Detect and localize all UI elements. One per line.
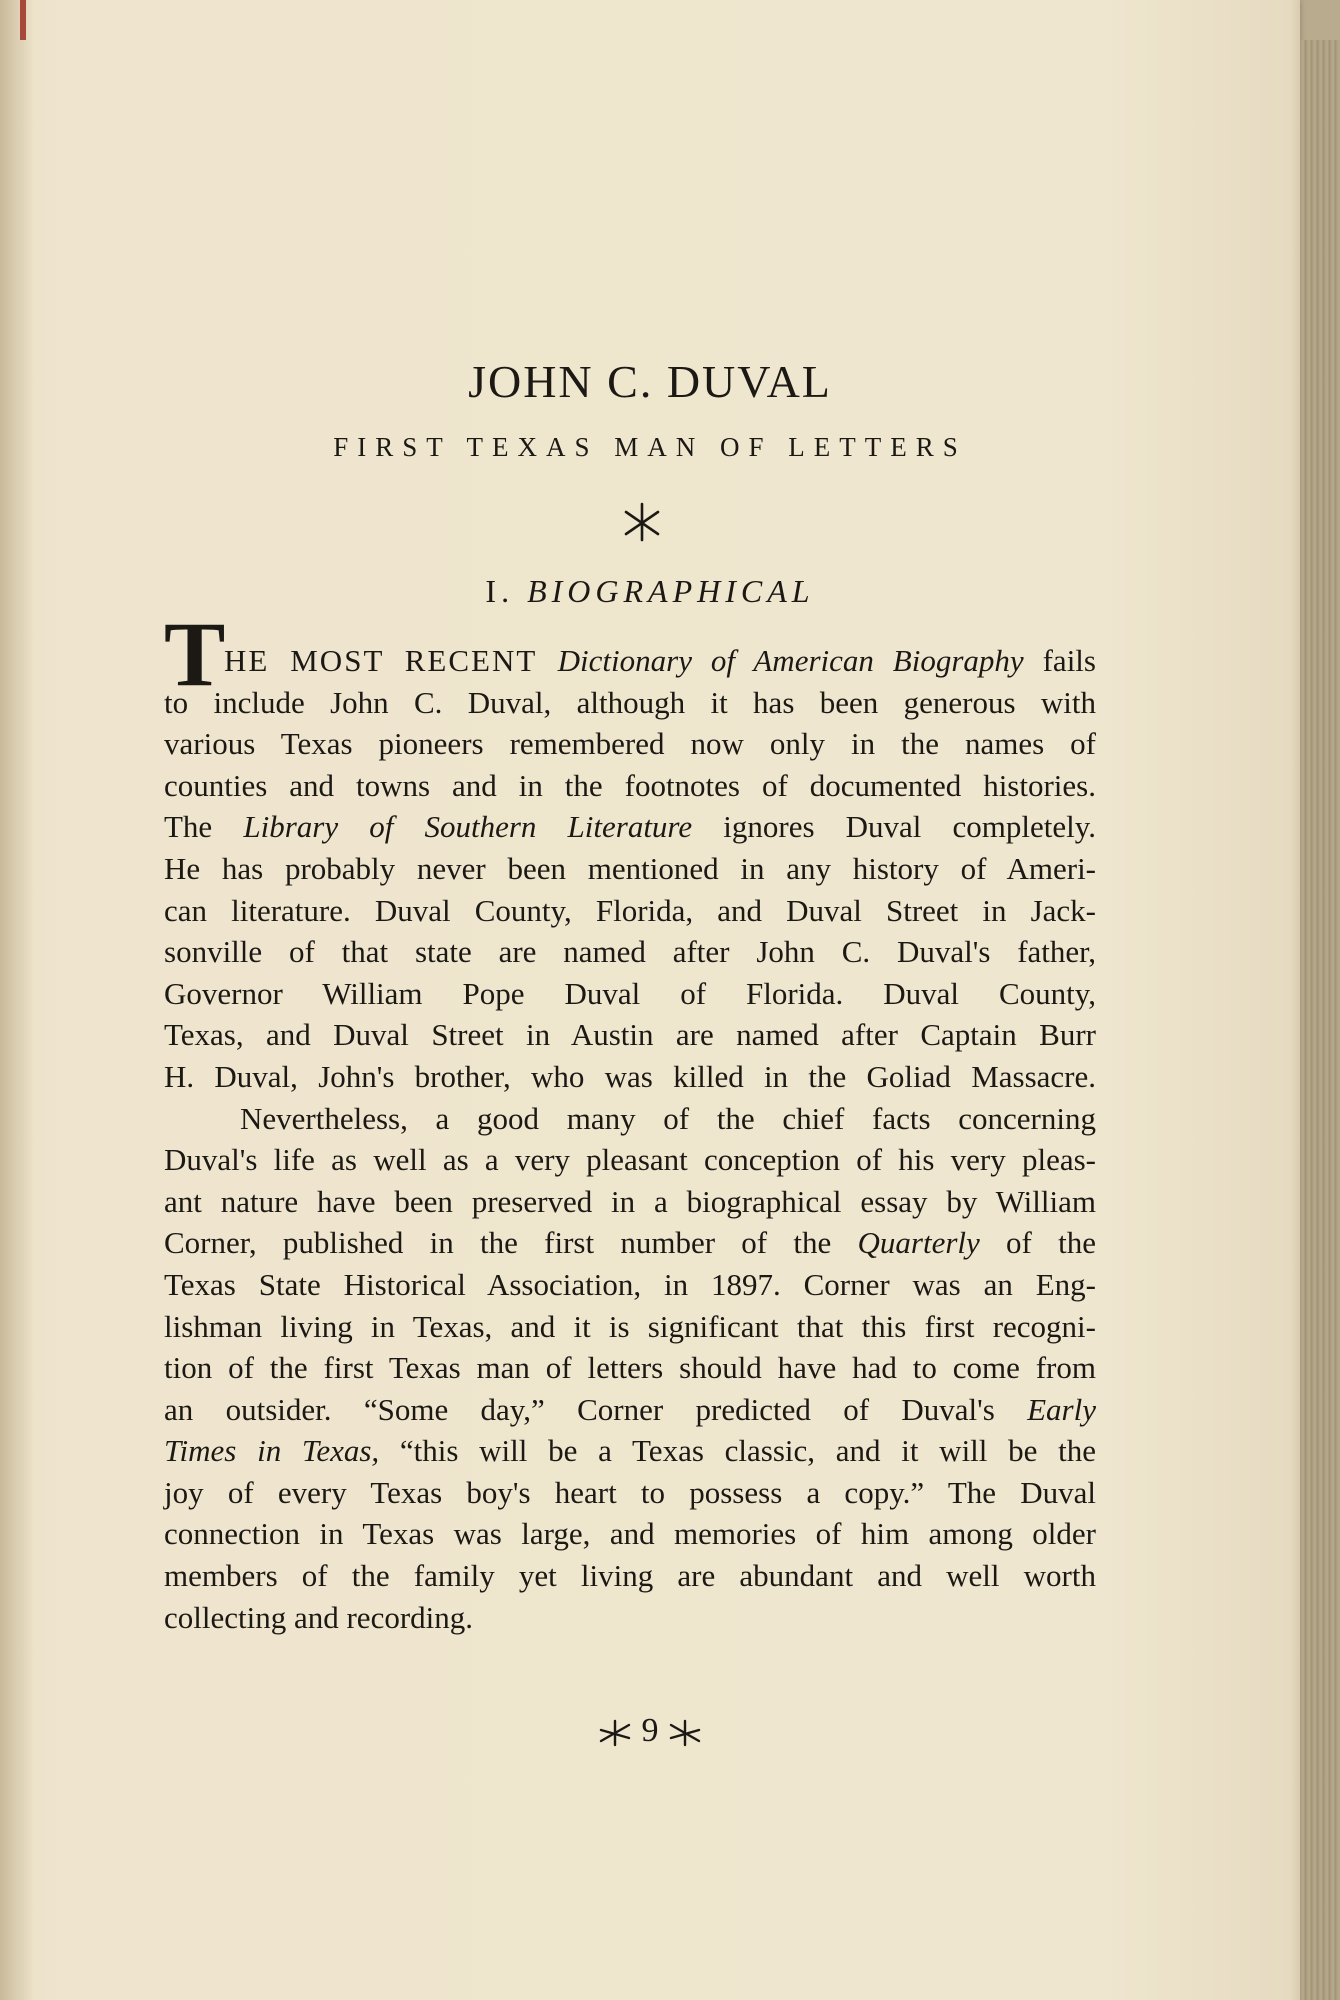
text-line: H. Duval, John's brother, who was killed in the Goliad Massacre.	[164, 1058, 1096, 1094]
text-line: Governor William Pope Duval of Florida. Duval County,	[164, 975, 1096, 1011]
text-line: counties and towns and in the footnotes of documented histories.	[164, 767, 1096, 803]
text-line: Texas State Historical Association, in 1897. Corner was an Eng-	[164, 1266, 1096, 1302]
asterisk-ornament-icon	[667, 1718, 703, 1748]
body-text	[164, 640, 1096, 1638]
text-line: lishman living in Texas, and it is significant that this first recogni-	[164, 1308, 1096, 1344]
asterisk-ornament-icon	[620, 500, 664, 544]
text-line: ant nature have been preserved in a biographical essay by William	[164, 1183, 1096, 1219]
text-line: Corner, published in the first number of the Quarterly of the	[164, 1225, 1096, 1261]
text-line: sonville of that state are named after John C. Duval's father,	[164, 934, 1096, 970]
section-number: I.	[485, 573, 515, 609]
text-line: Duval's life as well as a very pleasant conception of his very pleas-	[164, 1142, 1096, 1178]
text-line: to include John C. Duval, although it has been generous with	[164, 684, 1096, 720]
text-line: can literature. Duval County, Florida, and Duval Street in Jack-	[164, 892, 1096, 928]
asterisk-ornament-icon	[597, 1718, 633, 1748]
text-line: connection in Texas was large, and memories of him among older	[164, 1516, 1096, 1552]
text-line: He has probably never been mentioned in any history of Ameri-	[164, 850, 1096, 886]
text-line: HE MOST RECENT Dictionary of American Biography fails	[224, 643, 1096, 678]
section-title: BIOGRAPHICAL	[527, 573, 815, 609]
cover-edge	[20, 0, 26, 40]
book-edge	[1300, 40, 1340, 2000]
text-line: collecting and recording.	[164, 1599, 474, 1635]
chapter-title: JOHN C. DUVAL	[468, 356, 832, 407]
text-line: The Library of Southern Literature ignores Duval completely.	[164, 809, 1097, 845]
text-line: Texas, and Duval Street in Austin are named after Captain Burr	[164, 1017, 1096, 1053]
page-number: 9	[641, 1712, 659, 1749]
text-line: Nevertheless, a good many of the chief facts concerning	[240, 1100, 1096, 1136]
drop-cap: T	[164, 603, 226, 705]
page-folio	[0, 1712, 1300, 1750]
text-line: members of the family yet living are abundant and well worth	[164, 1558, 1096, 1594]
chapter-subtitle: FIRST TEXAS MAN OF LETTERS	[333, 432, 967, 462]
text-line: various Texas pioneers remembered now only in the names of	[164, 726, 1096, 762]
text-line: Times in Texas, “this will be a Texas classic, and it will be the	[164, 1433, 1096, 1469]
text-line: tion of the first Texas man of letters should have had to come from	[164, 1350, 1096, 1386]
page-gutter-shadow	[0, 0, 34, 2000]
text-line: an outsider. “Some day,” Corner predicted of Duval's Early	[164, 1391, 1096, 1427]
text-line: joy of every Texas boy's heart to possess a copy.” The Duval	[164, 1474, 1096, 1510]
